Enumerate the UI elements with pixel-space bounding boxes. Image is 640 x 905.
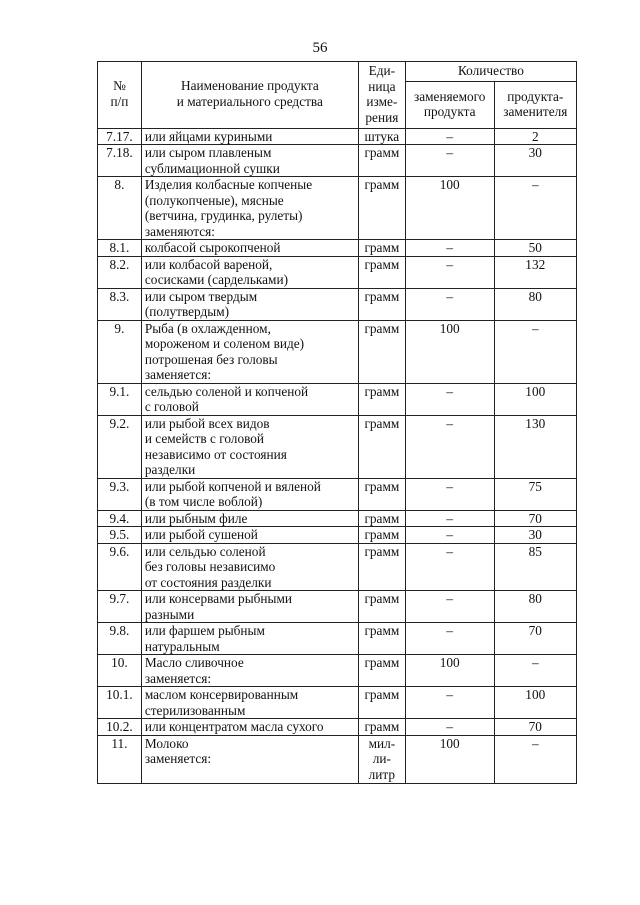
cell-num: 8.2. <box>98 256 142 288</box>
cell-unit: грамм <box>358 415 405 478</box>
cell-substitute: 2 <box>494 128 576 145</box>
cell-substitute: – <box>494 320 576 383</box>
cell-unit: грамм <box>358 543 405 591</box>
cell-unit: грамм <box>358 478 405 510</box>
cell-num: 7.18. <box>98 145 142 177</box>
cell-num: 9.1. <box>98 383 142 415</box>
cell-substitute: 130 <box>494 415 576 478</box>
cell-name: или сыром твердым (полутвердым) <box>141 288 358 320</box>
header-substitute: продукта- заменителя <box>494 81 576 128</box>
cell-name: или сыром плавленым сублимационной сушки <box>141 145 358 177</box>
cell-name: Изделия колбасные копченые (полукопченые), мясные (ветчина, грудинка, рулеты) заменяются: <box>141 177 358 240</box>
cell-replaced: – <box>405 145 494 177</box>
cell-unit: грамм <box>358 383 405 415</box>
cell-unit: грамм <box>358 687 405 719</box>
cell-unit: грамм <box>358 655 405 687</box>
header-name: Наименование продукта и материального средства <box>141 62 358 129</box>
cell-unit: грамм <box>358 320 405 383</box>
cell-replaced: – <box>405 256 494 288</box>
cell-num: 9.2. <box>98 415 142 478</box>
cell-substitute: 100 <box>494 687 576 719</box>
cell-replaced: – <box>405 591 494 623</box>
table-row <box>98 145 577 177</box>
table-row <box>98 719 577 736</box>
cell-name: сельдью соленой и копченой с головой <box>141 383 358 415</box>
cell-replaced: – <box>405 128 494 145</box>
cell-replaced: – <box>405 383 494 415</box>
cell-num: 10.2. <box>98 719 142 736</box>
cell-substitute: 30 <box>494 527 576 544</box>
header-quantity: Количество <box>405 62 576 82</box>
table-row <box>98 383 577 415</box>
page-number: 56 <box>312 40 328 56</box>
cell-num: 9.6. <box>98 543 142 591</box>
cell-name: или рыбным филе <box>141 510 358 527</box>
cell-num: 9.8. <box>98 623 142 655</box>
cell-name: или колбасой вареной, сосисками (сардельками) <box>141 256 358 288</box>
cell-num: 11. <box>98 735 142 783</box>
table-row <box>98 543 577 591</box>
cell-substitute: 70 <box>494 623 576 655</box>
cell-name: или фаршем рыбным натуральным <box>141 623 358 655</box>
cell-substitute: 75 <box>494 478 576 510</box>
table-row <box>98 478 577 510</box>
cell-substitute: 132 <box>494 256 576 288</box>
cell-replaced: – <box>405 510 494 527</box>
cell-unit: грамм <box>358 510 405 527</box>
table-row <box>98 510 577 527</box>
header-num: № п/п <box>98 62 142 129</box>
cell-name: или рыбой всех видов и семейств с головой независимо от состояния разделки <box>141 415 358 478</box>
substitution-table <box>97 61 577 784</box>
cell-substitute: 85 <box>494 543 576 591</box>
cell-unit: грамм <box>358 145 405 177</box>
cell-name: колбасой сырокопченой <box>141 240 358 257</box>
cell-num: 8.1. <box>98 240 142 257</box>
cell-substitute: – <box>494 177 576 240</box>
cell-num: 8.3. <box>98 288 142 320</box>
table-row <box>98 320 577 383</box>
cell-num: 10.1. <box>98 687 142 719</box>
cell-unit: грамм <box>358 256 405 288</box>
cell-num: 9.3. <box>98 478 142 510</box>
cell-unit: штука <box>358 128 405 145</box>
cell-name: Масло сливочное заменяется: <box>141 655 358 687</box>
cell-replaced: – <box>405 415 494 478</box>
header-replaced: заменяемого продукта <box>405 81 494 128</box>
cell-name: или рыбой копченой и вяленой (в том числе воблой) <box>141 478 358 510</box>
cell-name: Молоко заменяется: <box>141 735 358 783</box>
cell-unit: грамм <box>358 623 405 655</box>
cell-name: или яйцами куриными <box>141 128 358 145</box>
cell-name: или концентратом масла сухого <box>141 719 358 736</box>
cell-unit: грамм <box>358 288 405 320</box>
cell-substitute: 80 <box>494 288 576 320</box>
cell-num: 9. <box>98 320 142 383</box>
cell-name: или консервами рыбными разными <box>141 591 358 623</box>
cell-replaced: – <box>405 687 494 719</box>
table-row <box>98 288 577 320</box>
cell-substitute: – <box>494 735 576 783</box>
cell-replaced: – <box>405 543 494 591</box>
cell-unit: грамм <box>358 591 405 623</box>
table-row <box>98 256 577 288</box>
cell-unit: грамм <box>358 527 405 544</box>
cell-replaced: – <box>405 288 494 320</box>
cell-replaced: – <box>405 527 494 544</box>
table-row <box>98 655 577 687</box>
cell-substitute: 80 <box>494 591 576 623</box>
cell-unit: грамм <box>358 240 405 257</box>
table-row <box>98 177 577 240</box>
cell-replaced: 100 <box>405 735 494 783</box>
cell-name: или рыбой сушеной <box>141 527 358 544</box>
cell-replaced: – <box>405 240 494 257</box>
cell-num: 10. <box>98 655 142 687</box>
cell-unit: грамм <box>358 719 405 736</box>
table-row <box>98 687 577 719</box>
cell-num: 8. <box>98 177 142 240</box>
table-row <box>98 735 577 783</box>
cell-num: 7.17. <box>98 128 142 145</box>
table-row <box>98 415 577 478</box>
cell-replaced: – <box>405 719 494 736</box>
cell-unit: грамм <box>358 177 405 240</box>
cell-replaced: 100 <box>405 655 494 687</box>
header-unit: Еди- ница изме- рения <box>358 62 405 129</box>
cell-name: маслом консервированным стерилизованным <box>141 687 358 719</box>
table-body <box>98 128 577 783</box>
cell-name: или сельдью соленой без головы независимо от состояния разделки <box>141 543 358 591</box>
cell-substitute: 50 <box>494 240 576 257</box>
cell-num: 9.5. <box>98 527 142 544</box>
cell-substitute: 70 <box>494 510 576 527</box>
cell-name: Рыба (в охлажденном, мороженом и соленом виде) потрошеная без головы заменяется: <box>141 320 358 383</box>
table-row <box>98 623 577 655</box>
table-row <box>98 240 577 257</box>
table-row <box>98 128 577 145</box>
table-row <box>98 591 577 623</box>
cell-num: 9.7. <box>98 591 142 623</box>
cell-num: 9.4. <box>98 510 142 527</box>
cell-substitute: 30 <box>494 145 576 177</box>
cell-replaced: – <box>405 478 494 510</box>
header-row <box>98 62 577 82</box>
cell-substitute: 70 <box>494 719 576 736</box>
table-row <box>98 527 577 544</box>
cell-substitute: – <box>494 655 576 687</box>
cell-replaced: 100 <box>405 320 494 383</box>
cell-unit: мил- ли- литр <box>358 735 405 783</box>
cell-replaced: – <box>405 623 494 655</box>
cell-substitute: 100 <box>494 383 576 415</box>
cell-replaced: 100 <box>405 177 494 240</box>
